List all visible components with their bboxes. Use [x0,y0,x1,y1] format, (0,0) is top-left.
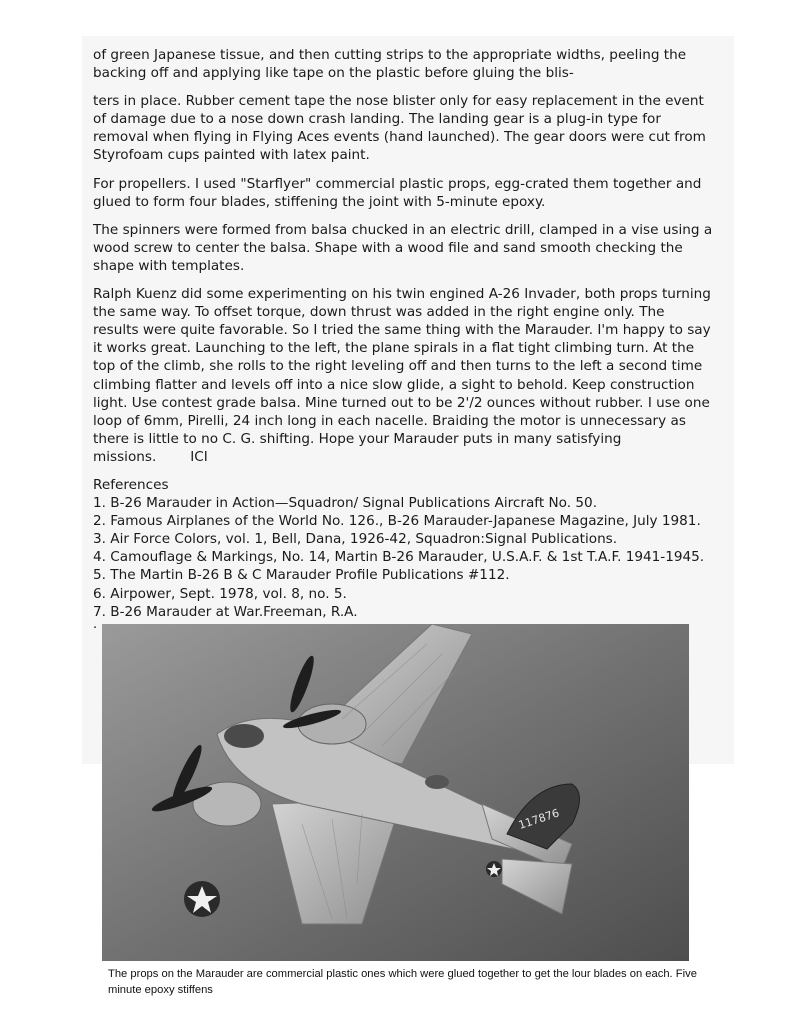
paragraph-4: The spinners were formed from balsa chucked in an electric drill, clamped in a vise using a wood screw to center the balsa. Shape with a wood file and sand smooth checking the shape with templates. [93,221,713,274]
photo-caption: The props on the Marauder are commercial plastic ones which were glued together to get the lour blades on each. Five minute epoxy stiffens [108,968,697,996]
reference-item: 5. The Martin B-26 B & C Marauder Profile Publications #112. [93,567,510,584]
stray-dot: . [93,617,98,632]
reference-item: 7. B-26 Marauder at War.Freeman, R.A. [93,603,358,620]
paragraph-5-text: Ralph Kuenz did some experimenting on his twin engined A-26 Invader, both props turning the same way. To offset torque, down thrust was added in the right engine only. The results were quite favorable. So I tried the same thing with the Marauder. I'm happy to say it works great. Launching to the left, the plane spirals in a flat tight climbing turn. At the top of the climb, she rolls to the right leveling off and then turns to the left a second time climbing flatter and levels off into a nice slow glide, a sight to behold. Keep construction light. Use contest grade balsa. Mine turned out to be 2'/2 ounces without rubber. I use one loop of 6mm, Pirelli, 24 inch long in each nacelle. Braiding the motor is unnecessary as there is little to no C. G. shifting. Hope your Marauder puts in many satisfying missions. [93,286,711,465]
reference-item: 1. B-26 Marauder in Action—Squadron/ Signal Publications Aircraft No. 50. [93,495,598,512]
references-heading: References [93,476,169,493]
tail-number: 117876 [516,806,561,832]
paragraph-3: For propellers. I used "Starflyer" commercial plastic props, egg-crated them together and glued to form four blades, stiffening the joint with 5-minute epoxy. [93,175,702,210]
reference-item: 6. Airpower, Sept. 1978, vol. 8, no. 5. [93,585,347,602]
article-body [93,46,713,621]
reference-item: 2. Famous Airplanes of the World No. 126., B-26 Marauder-Japanese Magazine, July 1981. [93,513,701,530]
paragraph-2: ters in place. Rubber cement tape the nose blister only for easy replacement in the event of damage due to a nose down crash landing. The landing gear is a plug-in type for removal when flying in Flying Aces events (hand launched). The gear doors were cut from Styrofoam cups painted with latex paint. [93,93,706,164]
references-list [93,494,713,621]
reference-item: 4. Camouflage & Markings, No. 14, Martin B-26 Marauder, U.S.A.F. & 1st T.A.F. 1941-1945. [93,549,705,566]
marauder-model-photo [102,624,689,961]
reference-item: 3. Air Force Colors, vol. 1, Bell, Dana, 1926-42, Squadron:Signal Publications. [93,531,618,548]
paragraph-1: of green Japanese tissue, and then cutting strips to the appropriate widths, peeling the backing off and applying like tape on the plastic before gluing the blis- [93,47,687,82]
author-signature: ICI [190,448,208,465]
paragraph-5 [93,285,713,466]
marauder-model-illustration [102,624,689,961]
